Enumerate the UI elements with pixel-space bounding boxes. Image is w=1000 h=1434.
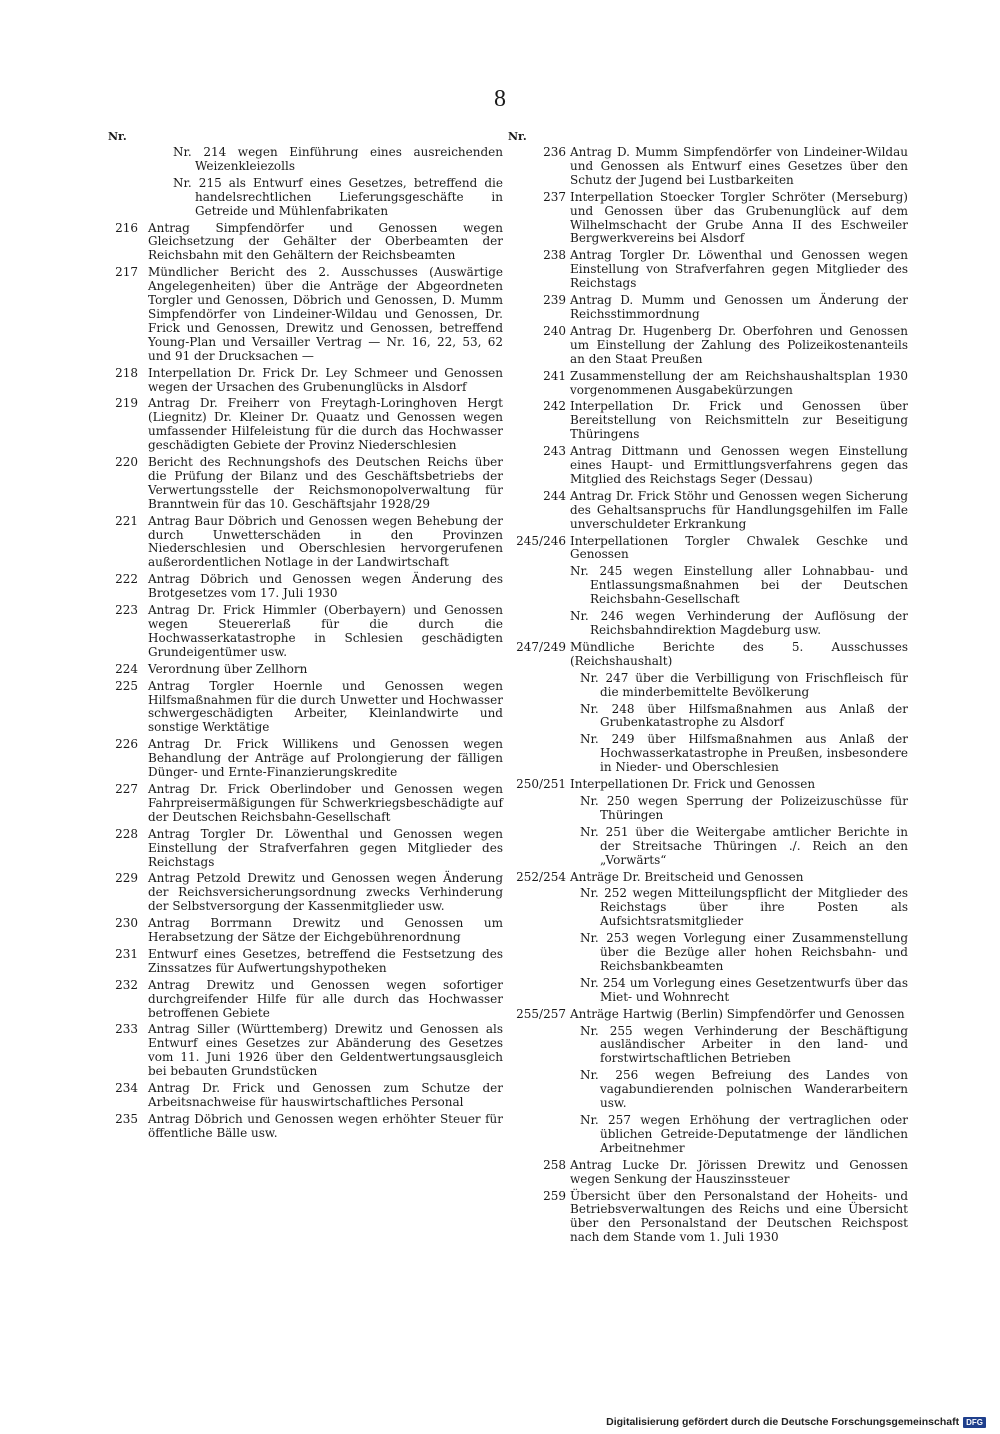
entry-244 — [508, 490, 908, 532]
column-header: Nr. — [108, 130, 127, 143]
entry-218 — [108, 367, 503, 395]
entry-number: 255/257 — [516, 1006, 566, 1021]
entry-text: Antrag Torgler Hoernle und Genossen wegen Hilfsmaßnahmen für die durch Unwetter und Hochwasser schwergeschädigten Arbeiter, Kleinlandwirte und sonstige Werktätige — [148, 678, 503, 735]
entry-number: 234 — [115, 1081, 138, 1096]
sub-entry — [508, 795, 908, 823]
entry-number: 232 — [115, 977, 138, 992]
entry-text: Nr. 215 als Entwurf eines Gesetzes, betreffend die handelsrechtlichen Lieferungsgeschäfte in Getreide und Mühlenfabrikaten — [173, 175, 503, 218]
entry-number: 243 — [543, 444, 566, 459]
entry-number: 244 — [543, 488, 566, 503]
entry-number: 221 — [115, 513, 138, 528]
entry-number: 231 — [115, 946, 138, 961]
entry-number: 242 — [543, 399, 566, 414]
entry-229 — [108, 872, 503, 914]
entry-text: Antrag Siller (Württemberg) Drewitz und Genossen als Entwurf eines Gesetzes zur Abänderung des Gesetzes vom 11. Juni 1926 über den Geldentwertungsausgleich bei bebauten Grundstücken — [148, 1022, 503, 1079]
entry-text: Nr. 254 um Vorlegung eines Gesetzentwurfs über das Miet- und Wohnrecht — [580, 975, 908, 1004]
entry-224 — [108, 663, 503, 677]
entry-number: 222 — [115, 572, 138, 587]
entry-text: Nr. 245 wegen Einstellung aller Lohnabbau- und Entlassungsmaßnahmen bei der Deutschen Reichsbahn-Gesellschaft — [570, 564, 908, 607]
entry-text: Interpellationen Dr. Frick und Genossen — [570, 777, 816, 792]
entry-text: Nr. 252 wegen Mitteilungspflicht der Mitglieder des Reichstags über ihre Posten als Aufsichtsratsmitglieder — [580, 886, 908, 929]
entry-text: Nr. 256 wegen Befreiung des Landes von vagabundierenden polnischen Wanderarbeitern usw. — [580, 1068, 908, 1111]
entry-240 — [508, 325, 908, 367]
entry-239 — [508, 294, 908, 322]
entry-238 — [508, 249, 908, 291]
sub-entry — [108, 146, 503, 174]
entry-number: 259 — [543, 1188, 566, 1203]
entry-number: 237 — [543, 189, 566, 204]
entry-255-257 — [508, 1008, 908, 1022]
entry-226 — [108, 738, 503, 780]
entry-text: Antrag Torgler Dr. Löwenthal und Genossen wegen Einstellung von Strafverfahren gegen Mitglieder des Reichstags — [570, 248, 908, 291]
sub-entry — [508, 610, 908, 638]
footer-credit: Digitalisierung gefördert durch die Deutsche Forschungsgemeinschaft — [606, 1416, 960, 1428]
entry-text: Antrag Dr. Frick Stöhr und Genossen wegen Sicherung des Gehaltsanspruchs für Handlungsgehilfen im Falle unverschuldeter Erkrankung — [570, 488, 908, 531]
entry-text: Verordnung über Zellhorn — [148, 661, 308, 676]
entry-242 — [508, 400, 908, 442]
sub-entry — [508, 826, 908, 868]
entry-text: Antrag Döbrich und Genossen wegen erhöhter Steuer für öffentliche Bälle usw. — [148, 1111, 503, 1140]
sub-entry — [508, 1069, 908, 1111]
entry-number: 235 — [115, 1111, 138, 1126]
entry-number: 226 — [115, 737, 138, 752]
entry-text: Antrag Dittmann und Genossen wegen Einstellung eines Haupt- und Ermittlungsverfahrens gegen das Mitglied des Reichstags Seger (Dessau) — [570, 444, 908, 486]
page-number: 8 — [494, 86, 506, 112]
entry-text: Antrag Simpfendörfer und Genossen wegen Gleichsetzung der Gehälter der Oberbeamten der Reichsbahn mit den Gehältern der Reichsbeamten — [148, 220, 503, 263]
entry-number: 245/246 — [516, 533, 566, 548]
entry-text: Antrag Torgler Dr. Löwenthal und Genossen wegen Einstellung der Strafverfahren gegen Mitglieder des Reichstags — [148, 826, 503, 869]
entry-number: 217 — [115, 265, 138, 280]
sub-entry — [508, 932, 908, 974]
entry-text: Antrag Dr. Hugenberg Dr. Oberfohren und Genossen um Einstellung der Zahlung des Polizeikostenanteils an den Staat Preußen — [570, 323, 908, 366]
entry-219 — [108, 397, 503, 453]
entry-text: Nr. 246 wegen Verhinderung der Auflösung der Reichsbahndirektion Magdeburg usw. — [570, 609, 908, 637]
entry-text: Interpellationen Torgler Chwalek Geschke und Genossen — [570, 533, 908, 562]
entry-text: Nr. 257 wegen Erhöhung der vertraglichen oder üblichen Getreide-Deputatmenge der ländlichen Arbeitnehmer — [580, 1113, 908, 1155]
entry-216 — [108, 222, 503, 264]
sub-entry — [108, 177, 503, 219]
entry-number: 229 — [115, 871, 138, 886]
entry-221 — [108, 515, 503, 571]
entry-list — [508, 146, 908, 1245]
entry-228 — [108, 828, 503, 870]
entry-text: Antrag Döbrich und Genossen wegen Änderung des Brotgesetzes vom 17. Juli 1930 — [148, 572, 503, 601]
sub-entry — [508, 733, 908, 775]
sub-entry — [508, 565, 908, 607]
entry-number: 240 — [543, 323, 566, 338]
entry-text: Nr. 249 über Hilfsmaßnahmen aus Anlaß der Hochwasserkatastrophe in Preußen, insbesondere in Nieder- und Oberschlesien — [580, 732, 908, 775]
entry-number: 247/249 — [516, 639, 566, 654]
entry-text: Übersicht über den Personalstand der Hoheits- und Betriebsverwaltungen des Reichs und eine Übersicht über den Personalstand der Deutschen Reichspost nach dem Stande vom 1. Juli 1930 — [570, 1188, 908, 1245]
sub-entry — [508, 672, 908, 700]
entry-text: Antrag Lucke Dr. Jörissen Drewitz und Genossen wegen Senkung der Hauszinssteuer — [570, 1157, 908, 1186]
entry-230 — [108, 917, 503, 945]
column-header: Nr. — [508, 130, 527, 143]
entry-text: Interpellation Dr. Frick Dr. Ley Schmeer und Genossen wegen der Ursachen des Grubenunglücks in Alsdorf — [148, 365, 503, 394]
entry-text: Interpellation Stoecker Torgler Schröter (Merseburg) und Genossen über das Grubenunglück auf dem Wilhelmschacht der Grube Anna II des Eschweiler Bergwerkvereins bei Alsdorf — [570, 189, 908, 246]
entry-text: Nr. 214 wegen Einführung eines ausreichenden Weizenkleiezolls — [173, 145, 503, 173]
entry-236 — [508, 146, 908, 188]
sub-entry — [508, 977, 908, 1005]
entry-text: Nr. 251 über die Weitergabe amtlicher Berichte in der Streitsache Thüringen ./. Reich an den „Vorwärts“ — [580, 824, 908, 867]
sub-entry — [508, 703, 908, 731]
entry-237 — [508, 191, 908, 247]
entry-258 — [508, 1159, 908, 1187]
entry-text: Anträge Hartwig (Berlin) Simpfendörfer und Genossen — [570, 1006, 905, 1021]
entry-227 — [108, 783, 503, 825]
sub-entry — [508, 1025, 908, 1067]
entry-number: 224 — [115, 661, 138, 676]
entry-number: 219 — [115, 396, 138, 411]
entry-text: Zusammenstellung der am Reichshaushaltsplan 1930 vorgenommenen Ausgabekürzungen — [570, 368, 908, 397]
entry-number: 239 — [543, 293, 566, 308]
entry-235 — [108, 1113, 503, 1141]
entry-number: 228 — [115, 826, 138, 841]
entry-number: 230 — [115, 916, 138, 931]
entry-text: Antrag Dr. Frick Himmler (Oberbayern) und Genossen wegen Steuererlaß für die durch die Hochwasserkatastrophe in Schlesien geschädigten Grundeigentümer usw. — [148, 603, 503, 659]
entry-text: Antrag Baur Döbrich und Genossen wegen Behebung der durch Unwetterschäden in den Provinzen Niederschlesien und Oberschlesien hervorgerufenen außerordentlichen Notlage in der Landwirtschaft — [148, 513, 503, 570]
entry-text: Anträge Dr. Breitscheid und Genossen — [570, 869, 804, 884]
entry-233 — [108, 1023, 503, 1079]
entry-number: 216 — [115, 220, 138, 235]
entry-number: 223 — [115, 603, 138, 618]
entry-234 — [108, 1082, 503, 1110]
entry-number: 258 — [543, 1157, 566, 1172]
entry-number: 241 — [543, 368, 566, 383]
entry-number: 227 — [115, 781, 138, 796]
left-column — [108, 130, 503, 1144]
entry-text: Nr. 250 wegen Sperrung der Polizeizuschüsse für Thüringen — [580, 793, 908, 822]
entry-250-251 — [508, 778, 908, 792]
entry-252-254 — [508, 871, 908, 885]
entry-number: 250/251 — [516, 777, 566, 792]
entry-text: Mündlicher Bericht des 2. Ausschusses (Auswärtige Angelegenheiten) über die Anträge der Abgeordneten Torgler und Genossen, Döbrich und Genossen, D. Mumm Simpfendörfer von Lindeiner-Wildau und Genossen, Dr. Frick und Genossen, Drewitz und Genossen, betreffend Young-Plan und Versailler Vertrag — Nr. 16, 22, 53, 62 und 91 der Drucksachen — — [148, 265, 503, 363]
entry-number: 233 — [115, 1022, 138, 1037]
entry-text: Antrag D. Mumm und Genossen um Änderung der Reichsstimmordnung — [570, 293, 908, 321]
entry-259 — [508, 1190, 908, 1246]
entry-225 — [108, 680, 503, 736]
entry-number: 236 — [543, 145, 566, 159]
entry-223 — [108, 604, 503, 660]
entry-241 — [508, 370, 908, 398]
right-column — [508, 130, 908, 1248]
entry-text: Antrag Petzold Drewitz und Genossen wegen Änderung der Reichsversicherungsordnung zwecks Verhinderung der Selbstversorgung der Kassenmitglieder usw. — [148, 871, 503, 914]
entry-245-246 — [508, 535, 908, 563]
entry-number: 238 — [543, 248, 566, 263]
entry-222 — [108, 573, 503, 601]
entry-217 — [108, 266, 503, 363]
entry-text: Antrag D. Mumm Simpfendörfer von Lindeiner-Wildau und Genossen als Entwurf eines Gesetzes über den Schutz der Jugend bei Lustbarkeiten — [570, 145, 908, 187]
dfg-logo: DFG — [963, 1417, 986, 1428]
entry-text: Antrag Drewitz und Genossen wegen sofortiger durchgreifender Hilfe für alle durch das Hochwasser betroffenen Gebiete — [148, 977, 503, 1020]
entry-text: Antrag Dr. Frick Oberlindober und Genossen wegen Fahrpreisermäßigungen für Schwerkriegsbeschädigte auf der Deutschen Reichsbahn-Gesellschaft — [148, 781, 503, 824]
entry-text: Nr. 248 über Hilfsmaßnahmen aus Anlaß der Grubenkatastrophe zu Alsdorf — [580, 701, 908, 730]
entry-text: Bericht des Rechnungshofs des Deutschen Reichs über die Prüfung der Bilanz und des Geschäftsbetriebs der Verwertungsstelle der Reichsmonopolverwaltung für Branntwein für das 10. Geschäftsjahr 1928/29 — [148, 455, 503, 511]
entry-number: 220 — [115, 455, 138, 470]
entry-text: Antrag Dr. Frick Willikens und Genossen wegen Behandlung der Anträge auf Prolongierung der fälligen Dünger- und Ernte-Finanzierungskredite — [148, 737, 503, 780]
entry-text: Nr. 255 wegen Verhinderung der Beschäftigung ausländischer Arbeiter in den land- und forstwirtschaftlichen Betrieben — [580, 1023, 908, 1066]
entry-231 — [108, 948, 503, 976]
entry-text: Antrag Borrmann Drewitz und Genossen um Herabsetzung der Sätze der Eichgebührenordnung — [148, 916, 503, 945]
entry-number: 252/254 — [516, 869, 566, 884]
entry-text: Mündliche Berichte des 5. Ausschusses (Reichshaushalt) — [570, 639, 908, 668]
entry-247-249 — [508, 641, 908, 669]
entry-text: Nr. 253 wegen Vorlegung einer Zusammenstellung über die Bezüge aller hohen Reichsbahn- und Reichsbankbeamten — [580, 931, 908, 973]
entry-243 — [508, 445, 908, 487]
entry-220 — [108, 456, 503, 512]
entry-text: Antrag Dr. Frick und Genossen zum Schutze der Arbeitsnachweise für hauswirtschaftliches Personal — [148, 1081, 503, 1109]
sub-entry — [508, 887, 908, 929]
entry-text: Interpellation Dr. Frick und Genossen über Bereitstellung von Reichsmitteln zur Beseitigung Thüringens — [570, 399, 908, 442]
entry-text: Nr. 247 über die Verbilligung von Frischfleisch für die minderbemittelte Bevölkerung — [580, 670, 908, 699]
sub-entry — [508, 1114, 908, 1156]
footer — [606, 1416, 986, 1428]
entry-text: Entwurf eines Gesetzes, betreffend die Festsetzung des Zinssatzes für Aufwertungshypotheken — [148, 946, 503, 975]
entry-text: Antrag Dr. Freiherr von Freytagh-Loringhoven Hergt (Liegnitz) Dr. Kleiner Dr. Quaatz und Genossen wegen umfassender Hilfeleistung für die durch das Hochwasser geschädigten Gebiete der Provinz Niederschlesien — [148, 396, 503, 453]
entry-number: 218 — [115, 365, 138, 380]
entry-number: 225 — [115, 678, 138, 693]
entry-232 — [108, 979, 503, 1021]
entry-list — [108, 146, 503, 1141]
